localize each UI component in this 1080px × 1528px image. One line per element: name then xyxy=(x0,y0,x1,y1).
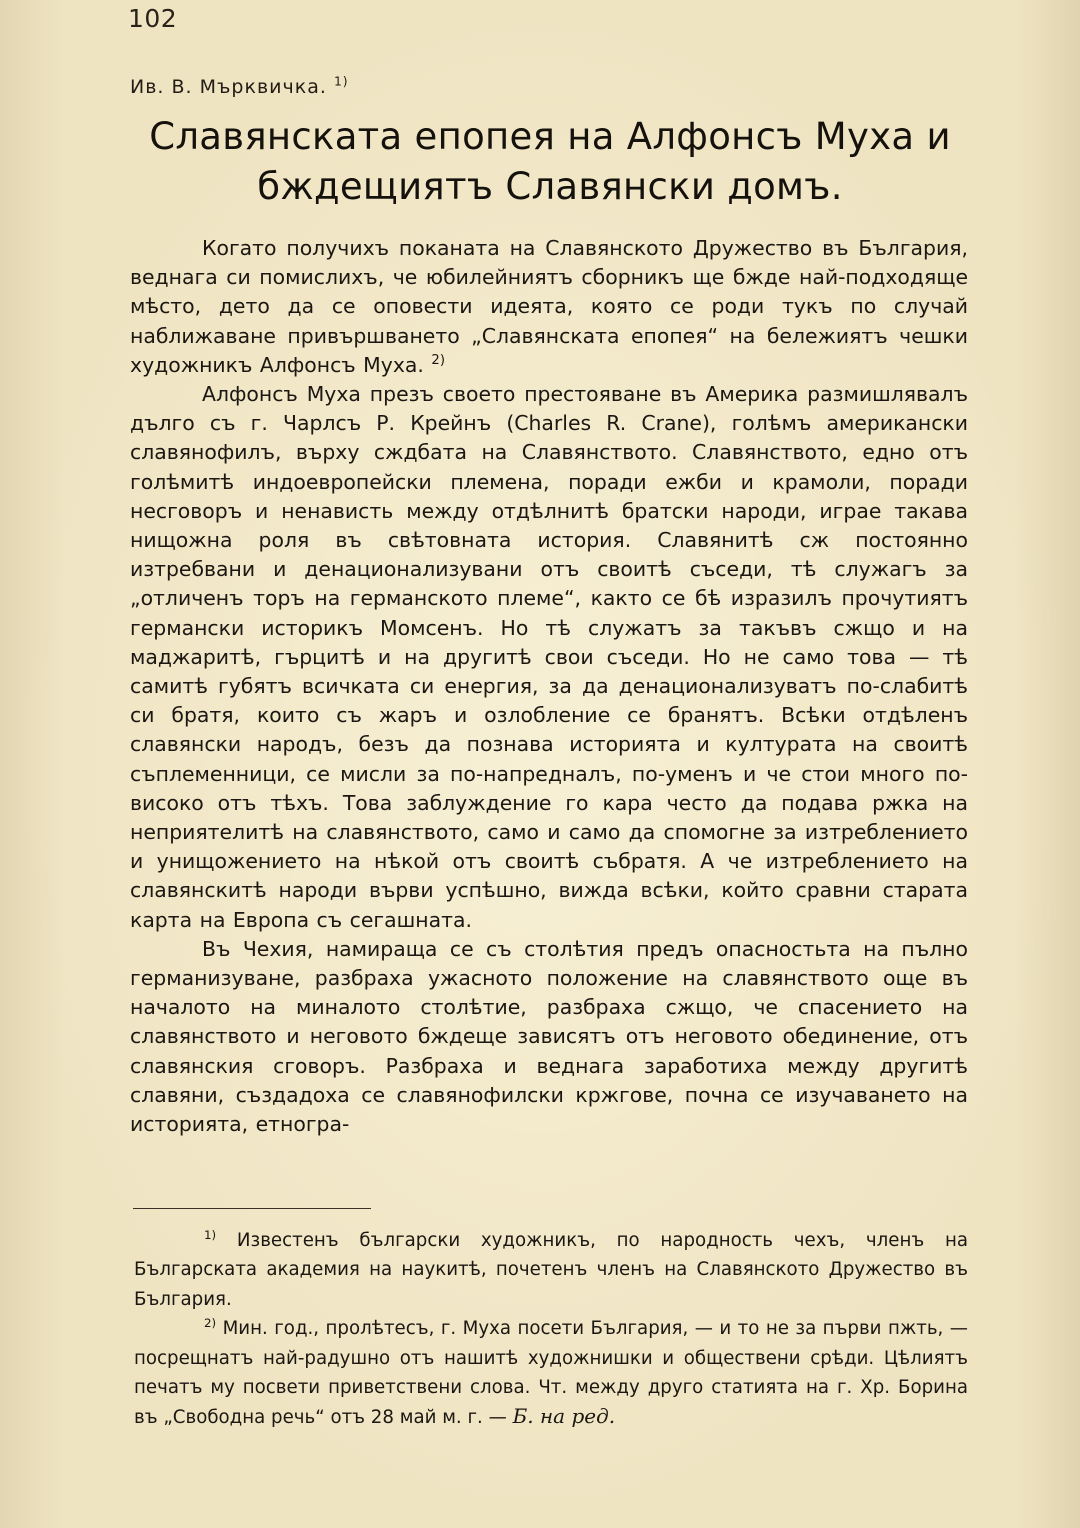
page-number: 102 xyxy=(128,4,178,33)
footnotes xyxy=(134,1226,968,1433)
paragraph-2: Алфонсъ Муха презъ своето престояване въ Америка размишлявалъ дълго съ г. Чарлсъ Р. Крейнъ (Charles R. Crane), голѣмъ американски славянофилъ, върху сждбата на Славянството. Славянството, едно отъ голѣмитѣ индоевропейски племена, поради ежби и крамоли, поради несговоръ и ненависть между отдѣлнитѣ братски народи, играе такава нищожна роля въ свѣтовната история. Славянитѣ сж постоянно изтребвани и денационализувани отъ своитѣ съседи, тѣ служагъ за „отличенъ торъ на германското племе“, както се бѣ изразилъ прочутиятъ германски историкъ Момсенъ. Но тѣ служатъ за такъвъ сжщо и на маджаритѣ, гърцитѣ и на другитѣ свои съседи. Но не само това — тѣ самитѣ губятъ всичката си енергия, за да денационализуватъ по-слабитѣ си братя, които съ жаръ и озлобление се бранятъ. Всѣки отдѣленъ славянски народъ, безъ да познава историята и културата на своитѣ съплеменници, се мисли за по-напредналъ, по-уменъ и че стои много по-високо отъ тѣхъ. Това заблуждение го кара често да подава ржка на неприятелитѣ на славянството, само и само да спомогне за изтреблението и унищожението на нѣкой отъ своитѣ събратя. А че изтреблението на славянскитѣ народи върви успѣшно, вижда всѣки, който сравни старата карта на Европа съ сегашната. xyxy=(130,382,968,932)
article-title-line-2: бждещиятъ Славянски домъ. xyxy=(257,165,843,208)
article-title-line-1: Славянската епопея на Алфонсъ Муха и xyxy=(149,115,951,158)
footnote-1-mark: 1) xyxy=(204,1227,217,1242)
footnote-2 xyxy=(134,1314,968,1433)
footnote-divider xyxy=(133,1208,371,1209)
paragraph-1-footnote-ref: 2) xyxy=(431,353,445,369)
author-footnote-ref: 1) xyxy=(333,74,349,89)
footnote-2-mark: 2) xyxy=(204,1316,217,1331)
author-name: Ив. В. Мърквичка. xyxy=(130,76,327,98)
paragraph-1 xyxy=(130,234,968,380)
footnote-1-text: Известенъ български художникъ, по народность чехъ, членъ на Българската академия на наукитѣ, почетенъ членъ на Славянското Дружество въ България. xyxy=(134,1230,968,1310)
paragraph-3: Въ Чехия, намираща се съ столѣтия предъ опасностьта на пълно германизуване, разбраха ужасното положение на славянството още въ началото на миналото столѣтие, разбраха сжщо, че спасението на славянството и неговото бждеще зависятъ отъ неговото обединение, отъ славянския сговоръ. Разбраха и веднага заработиха между другитѣ славяни, създадоха се славянофилски кржгове, почна се изучаването на историята, етногра- xyxy=(130,936,968,1137)
footnote-1 xyxy=(134,1226,968,1314)
paragraph-1-text: Когато получихъ поканата на Славянското Дружество въ България, веднага си помислихъ, че юбилейниятъ сборникъ ще бжде най-подходяще мѣсто, дето да се оповести идеята, която се роди тукъ по случай наближаване привършването „Славянската епопея“ на бележиятъ чешки художникъ Алфонсъ Муха. xyxy=(130,236,968,377)
author-line xyxy=(130,76,349,98)
article-title xyxy=(100,112,1000,212)
editor-signature: Б. на ред. xyxy=(512,1404,616,1429)
article-body xyxy=(130,234,968,1139)
footnote-2-text: Мин. год., пролѣтесъ, г. Муха посети България, — и то не за първи пжть, — посрещнатъ най-радушно отъ нашитѣ художнишки и обществени срѣди. Цѣлиятъ печатъ му посвети приветствени слова. Чт. между друго статията на г. Хр. Борина въ „Свободна речь“ отъ 28 май м. г. — xyxy=(134,1318,968,1429)
